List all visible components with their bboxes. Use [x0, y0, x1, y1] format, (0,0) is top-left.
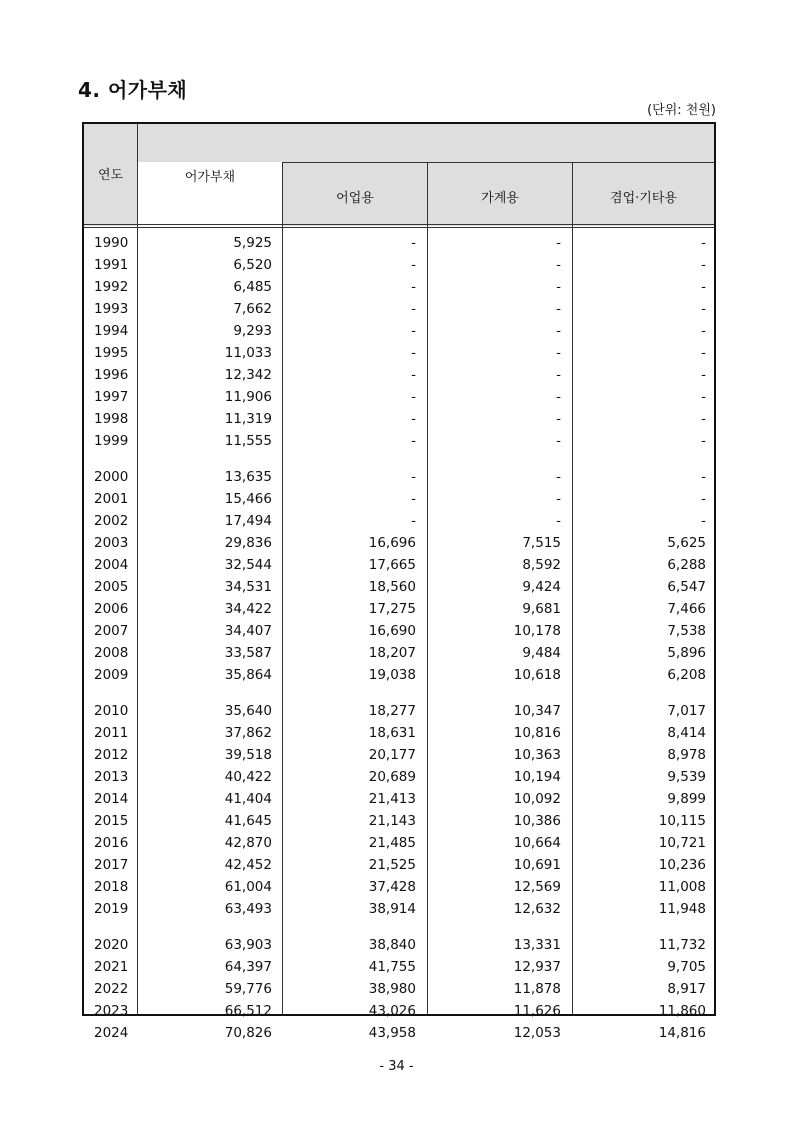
table-row — [84, 700, 718, 722]
cell-year: 2014 — [94, 791, 129, 807]
cell-other: - — [701, 257, 706, 273]
table-row — [84, 810, 718, 832]
cell-household: 11,626 — [513, 1003, 561, 1019]
table-row — [84, 254, 718, 276]
cell-fishing: 21,525 — [368, 857, 416, 873]
cell-fishing: 19,038 — [368, 667, 416, 683]
header-bottom-line-2 — [84, 227, 714, 228]
cell-year: 2024 — [94, 1025, 129, 1041]
cell-year: 2015 — [94, 813, 129, 829]
cell-household: 8,592 — [522, 557, 561, 573]
cell-other: - — [701, 491, 706, 507]
cell-fishing: 17,275 — [368, 601, 416, 617]
cell-total: 9,293 — [233, 323, 272, 339]
table-row — [84, 408, 718, 430]
header-total: 어가부채 — [184, 170, 236, 185]
cell-fishing: 17,665 — [368, 557, 416, 573]
cell-household: - — [556, 323, 561, 339]
cell-year: 1993 — [94, 301, 129, 317]
cell-fishing: - — [411, 513, 416, 529]
cell-year: 2008 — [94, 645, 129, 661]
cell-other: - — [701, 367, 706, 383]
cell-total: 11,555 — [224, 433, 272, 449]
cell-total: 11,319 — [224, 411, 272, 427]
cell-fishing: 18,277 — [368, 703, 416, 719]
cell-household: 10,816 — [513, 725, 561, 741]
cell-fishing: - — [411, 301, 416, 317]
cell-household: - — [556, 257, 561, 273]
cell-year: 2010 — [94, 703, 129, 719]
cell-total: 33,587 — [224, 645, 272, 661]
cell-household: 9,681 — [522, 601, 561, 617]
cell-household: - — [556, 491, 561, 507]
cell-household: 9,424 — [522, 579, 561, 595]
cell-year: 1990 — [94, 235, 129, 251]
cell-household: - — [556, 411, 561, 427]
table-row — [84, 342, 718, 364]
cell-fishing: 18,560 — [368, 579, 416, 595]
cell-household: 10,092 — [513, 791, 561, 807]
cell-total: 34,422 — [224, 601, 272, 617]
table-row — [84, 554, 718, 576]
cell-fishing: - — [411, 345, 416, 361]
table-row — [84, 466, 718, 488]
cell-total: 63,493 — [224, 901, 272, 917]
cell-fishing: 21,143 — [368, 813, 416, 829]
cell-total: 40,422 — [224, 769, 272, 785]
cell-year: 2001 — [94, 491, 129, 507]
cell-total: 35,864 — [224, 667, 272, 683]
table-row — [84, 232, 718, 254]
table-row — [84, 620, 718, 642]
cell-household: 12,937 — [513, 959, 561, 975]
cell-year: 2020 — [94, 937, 129, 953]
cell-total: 66,512 — [224, 1003, 272, 1019]
cell-year: 2013 — [94, 769, 129, 785]
cell-year: 2005 — [94, 579, 129, 595]
cell-other: 10,236 — [658, 857, 706, 873]
cell-fishing: 18,207 — [368, 645, 416, 661]
cell-year: 2022 — [94, 981, 129, 997]
cell-other: 9,899 — [667, 791, 706, 807]
cell-fishing: 37,428 — [368, 879, 416, 895]
cell-total: 61,004 — [224, 879, 272, 895]
cell-total: 12,342 — [224, 367, 272, 383]
cell-household: - — [556, 235, 561, 251]
cell-other: - — [701, 301, 706, 317]
cell-household: 10,664 — [513, 835, 561, 851]
header-sub-line — [283, 162, 714, 163]
cell-other: 11,948 — [658, 901, 706, 917]
cell-fishing: 21,413 — [368, 791, 416, 807]
cell-year: 2018 — [94, 879, 129, 895]
table-row — [84, 744, 718, 766]
cell-other: 7,017 — [667, 703, 706, 719]
cell-year: 1995 — [94, 345, 129, 361]
cell-total: 6,485 — [233, 279, 272, 295]
cell-fishing: - — [411, 279, 416, 295]
cell-household: 10,194 — [513, 769, 561, 785]
page-number: - 34 - — [379, 1059, 414, 1074]
cell-year: 2012 — [94, 747, 129, 763]
cell-year: 2006 — [94, 601, 129, 617]
cell-other: 14,816 — [658, 1025, 706, 1041]
table-row — [84, 298, 718, 320]
cell-fishing: - — [411, 411, 416, 427]
cell-fishing: 38,914 — [368, 901, 416, 917]
table-row — [84, 430, 718, 452]
cell-fishing: - — [411, 367, 416, 383]
cell-other: 6,547 — [667, 579, 706, 595]
cell-fishing: 21,485 — [368, 835, 416, 851]
cell-other: - — [701, 345, 706, 361]
cell-other: 8,917 — [667, 981, 706, 997]
cell-total: 7,662 — [233, 301, 272, 317]
cell-household: - — [556, 389, 561, 405]
unit-label: (단위: 천원) — [647, 103, 716, 118]
cell-year: 1998 — [94, 411, 129, 427]
cell-total: 6,520 — [233, 257, 272, 273]
cell-other: 8,414 — [667, 725, 706, 741]
cell-other: 11,008 — [658, 879, 706, 895]
table-row — [84, 788, 718, 810]
cell-household: - — [556, 367, 561, 383]
cell-household: 7,515 — [522, 535, 561, 551]
table-row — [84, 898, 718, 920]
table-row — [84, 598, 718, 620]
debt-table — [82, 122, 716, 1041]
cell-total: 5,925 — [233, 235, 272, 251]
cell-fishing: - — [411, 323, 416, 339]
cell-year: 1991 — [94, 257, 129, 273]
header-bottom-line — [84, 224, 714, 225]
cell-year: 2003 — [94, 535, 129, 551]
cell-total: 29,836 — [224, 535, 272, 551]
cell-other: 11,860 — [658, 1003, 706, 1019]
cell-year: 1996 — [94, 367, 129, 383]
table-row — [84, 364, 718, 386]
cell-total: 32,544 — [224, 557, 272, 573]
cell-other: 10,721 — [658, 835, 706, 851]
cell-year: 2016 — [94, 835, 129, 851]
header-year: 연도 — [97, 168, 124, 183]
cell-fishing: 41,755 — [368, 959, 416, 975]
cell-other: - — [701, 433, 706, 449]
cell-household: 10,618 — [513, 667, 561, 683]
header-band — [84, 124, 714, 162]
table-row — [84, 320, 718, 342]
cell-household: 11,878 — [513, 981, 561, 997]
cell-year: 2023 — [94, 1003, 129, 1019]
cell-fishing: - — [411, 469, 416, 485]
cell-year: 2019 — [94, 901, 129, 917]
cell-fishing: - — [411, 491, 416, 507]
cell-fishing: 20,177 — [368, 747, 416, 763]
cell-other: - — [701, 513, 706, 529]
cell-household: 9,484 — [522, 645, 561, 661]
table-row — [84, 722, 718, 744]
cell-other: - — [701, 235, 706, 251]
cell-year: 2021 — [94, 959, 129, 975]
cell-other: - — [701, 411, 706, 427]
cell-total: 63,903 — [224, 937, 272, 953]
cell-other: 7,538 — [667, 623, 706, 639]
cell-fishing: - — [411, 257, 416, 273]
table-row — [84, 766, 718, 788]
cell-other: 10,115 — [658, 813, 706, 829]
cell-fishing: 18,631 — [368, 725, 416, 741]
cell-total: 17,494 — [224, 513, 272, 529]
cell-household: - — [556, 279, 561, 295]
table-row — [84, 576, 718, 598]
table-row — [84, 978, 718, 1000]
cell-household: - — [556, 469, 561, 485]
cell-total: 42,452 — [224, 857, 272, 873]
cell-year: 2017 — [94, 857, 129, 873]
cell-fishing: 43,026 — [368, 1003, 416, 1019]
cell-other: 11,732 — [658, 937, 706, 953]
cell-other: 9,539 — [667, 769, 706, 785]
table-row — [84, 532, 718, 554]
cell-other: 8,978 — [667, 747, 706, 763]
cell-total: 39,518 — [224, 747, 272, 763]
cell-other: 6,208 — [667, 667, 706, 683]
cell-other: - — [701, 469, 706, 485]
table-row — [84, 386, 718, 408]
cell-total: 64,397 — [224, 959, 272, 975]
cell-household: - — [556, 345, 561, 361]
cell-fishing: 20,689 — [368, 769, 416, 785]
cell-other: 6,288 — [667, 557, 706, 573]
cell-fishing: 38,980 — [368, 981, 416, 997]
table-row — [84, 488, 718, 510]
table-row — [84, 854, 718, 876]
cell-total: 13,635 — [224, 469, 272, 485]
cell-total: 42,870 — [224, 835, 272, 851]
cell-year: 2009 — [94, 667, 129, 683]
cell-other: - — [701, 389, 706, 405]
table-row — [84, 664, 718, 686]
cell-total: 34,531 — [224, 579, 272, 595]
cell-other: - — [701, 323, 706, 339]
cell-household: 10,691 — [513, 857, 561, 873]
cell-other: 9,705 — [667, 959, 706, 975]
cell-year: 2002 — [94, 513, 129, 529]
cell-year: 1994 — [94, 323, 129, 339]
cell-other: - — [701, 279, 706, 295]
cell-total: 59,776 — [224, 981, 272, 997]
table-row — [84, 1022, 718, 1044]
table-row — [84, 642, 718, 664]
cell-fishing: 16,696 — [368, 535, 416, 551]
cell-year: 1999 — [94, 433, 129, 449]
cell-household: - — [556, 513, 561, 529]
cell-total: 11,906 — [224, 389, 272, 405]
cell-fishing: 38,840 — [368, 937, 416, 953]
cell-household: 10,347 — [513, 703, 561, 719]
cell-total: 35,640 — [224, 703, 272, 719]
cell-fishing: - — [411, 389, 416, 405]
table-row — [84, 956, 718, 978]
cell-household: 10,363 — [513, 747, 561, 763]
cell-year: 2011 — [94, 725, 129, 741]
cell-year: 1997 — [94, 389, 129, 405]
cell-total: 41,645 — [224, 813, 272, 829]
header-fishing: 어업용 — [336, 191, 374, 206]
cell-total: 11,033 — [224, 345, 272, 361]
cell-household: 12,632 — [513, 901, 561, 917]
cell-household: 10,386 — [513, 813, 561, 829]
cell-total: 34,407 — [224, 623, 272, 639]
table-row — [84, 832, 718, 854]
cell-fishing: 16,690 — [368, 623, 416, 639]
cell-total: 15,466 — [224, 491, 272, 507]
header-household: 가계용 — [481, 191, 519, 206]
cell-fishing: - — [411, 235, 416, 251]
cell-household: 13,331 — [513, 937, 561, 953]
cell-household: 12,053 — [513, 1025, 561, 1041]
cell-fishing: 43,958 — [368, 1025, 416, 1041]
cell-other: 5,625 — [667, 535, 706, 551]
page-title: 4. 어가부채 — [78, 78, 188, 102]
cell-household: - — [556, 433, 561, 449]
cell-total: 70,826 — [224, 1025, 272, 1041]
cell-household: 12,569 — [513, 879, 561, 895]
cell-total: 41,404 — [224, 791, 272, 807]
cell-other: 5,896 — [667, 645, 706, 661]
table-row — [84, 876, 718, 898]
cell-household: 10,178 — [513, 623, 561, 639]
table-row — [84, 276, 718, 298]
table-row — [84, 934, 718, 956]
cell-year: 2004 — [94, 557, 129, 573]
table-row — [84, 1000, 718, 1022]
cell-fishing: - — [411, 433, 416, 449]
cell-year: 2000 — [94, 469, 129, 485]
cell-year: 1992 — [94, 279, 129, 295]
header-other: 겸업·기타용 — [610, 191, 677, 206]
cell-household: - — [556, 301, 561, 317]
cell-other: 7,466 — [667, 601, 706, 617]
cell-total: 37,862 — [224, 725, 272, 741]
table-row — [84, 510, 718, 532]
cell-year: 2007 — [94, 623, 129, 639]
